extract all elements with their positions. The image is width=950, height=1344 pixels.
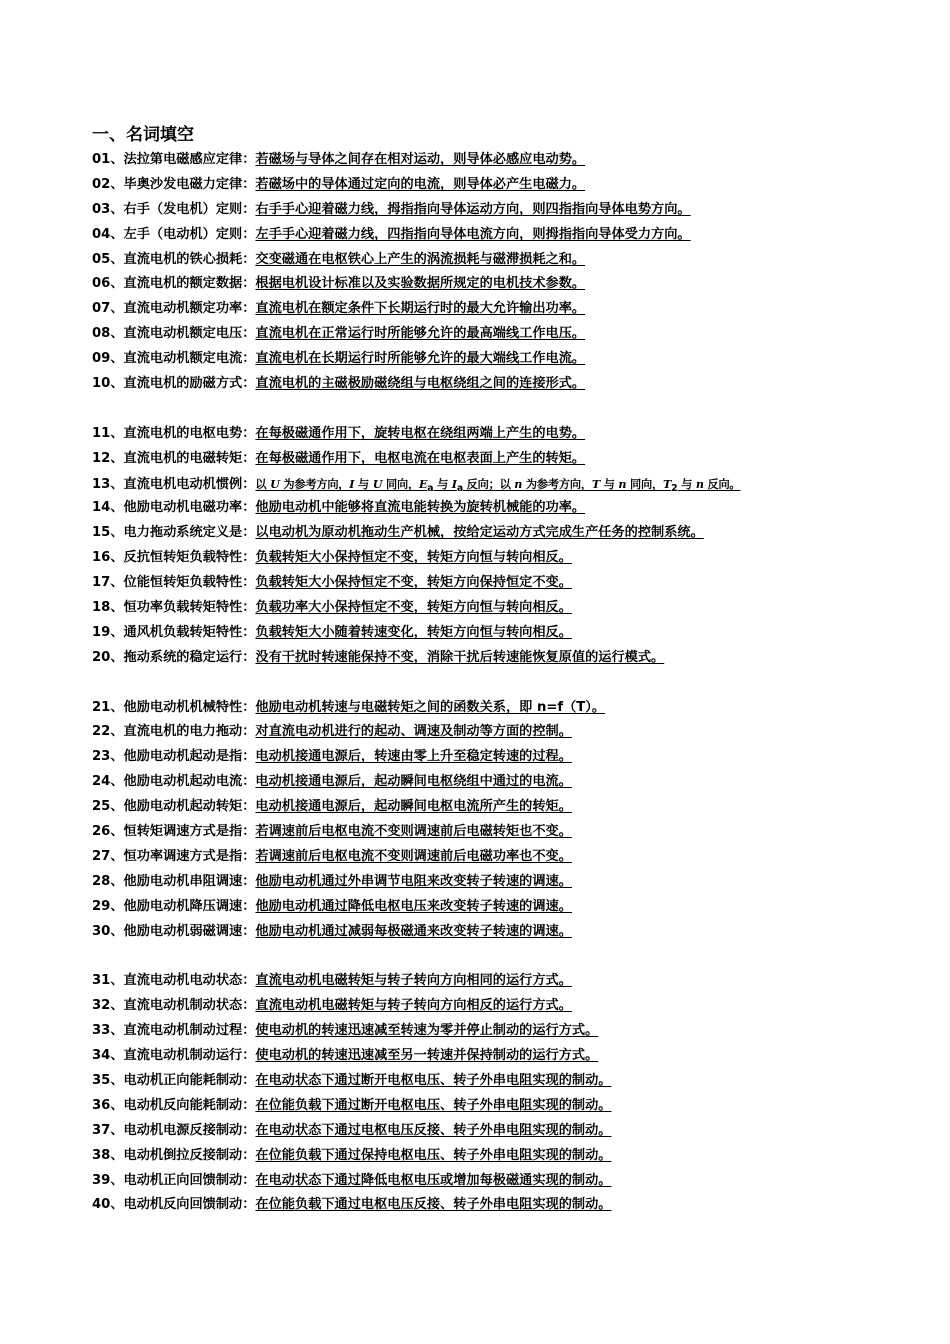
term-number: 36: [92, 1097, 111, 1113]
term-label: 他励电动机起动转矩：: [123, 799, 256, 815]
term-number: 06: [92, 276, 111, 292]
term-item: [92, 521, 882, 546]
term-number: 38: [92, 1147, 111, 1163]
term-number: 35: [92, 1072, 111, 1088]
definition-fragment: E: [418, 476, 428, 491]
term-separator: 、: [110, 649, 124, 665]
term-definition: 根据电机设计标准以及实验数据所规定的电机技术参数。: [255, 276, 586, 292]
term-number: 40: [92, 1197, 111, 1213]
term-number: 37: [92, 1122, 111, 1138]
definition-fragment: I: [349, 476, 355, 491]
term-definition: 在位能负载下通过保持电枢电压、转子外串电阻实现的制动。: [255, 1147, 612, 1163]
term-number: 13: [92, 476, 111, 492]
term-separator: 、: [110, 500, 124, 516]
term-label: 电动机倒拉反接制动：: [123, 1147, 256, 1163]
term-label: 他励电动机电磁功率：: [123, 500, 256, 516]
term-number: 02: [92, 176, 111, 192]
term-label: 他励电动机起动电流：: [123, 774, 256, 790]
term-definition: 左手手心迎着磁力线，四指指向导体电流方向，则拇指指向导体受力方向。: [255, 226, 691, 242]
term-item: [92, 696, 882, 721]
term-number: 09: [92, 351, 111, 367]
term-label: 恒功率负载转矩特性：: [123, 600, 256, 616]
definition-fragment: 同向，: [382, 477, 419, 491]
term-item: [92, 422, 882, 447]
term-definition: 负载转矩大小随着转速变化，转矩方向恒与转向相反。: [255, 624, 572, 640]
term-definition: 在每极磁通作用下，旋转电枢在绕组两端上产生的电势。: [255, 425, 586, 441]
term-separator: 、: [110, 376, 124, 392]
term-item: [92, 223, 882, 248]
term-item: [92, 596, 882, 621]
term-item: [92, 347, 882, 372]
term-definition: 负载转矩大小保持恒定不变，转矩方向保持恒定不变。: [255, 575, 572, 591]
term-number: 28: [92, 873, 111, 889]
term-item: [92, 795, 882, 820]
term-separator: 、: [110, 1023, 124, 1039]
term-label: 恒功率调速方式是指：: [123, 848, 256, 864]
term-item: [92, 646, 882, 671]
term-label: 直流电机的励磁方式：: [123, 376, 256, 392]
definition-fragment: 与: [354, 477, 373, 491]
term-separator: 、: [110, 351, 124, 367]
term-number: 39: [92, 1172, 111, 1188]
term-label: 左手（电动机）定则：: [123, 226, 256, 242]
term-separator: 、: [110, 152, 124, 167]
term-definition: 电动机接通电源后，起动瞬间电枢绕组中通过的电流。: [255, 774, 572, 790]
term-number: 01: [92, 152, 111, 167]
term-number: 30: [92, 923, 111, 939]
definition-fragment: U: [270, 476, 280, 491]
definition-fragment: 反向。: [703, 477, 741, 491]
term-label: 电动机电源反接制动：: [123, 1122, 256, 1138]
term-definition: 他励电动机通过外串调节电阻来改变转子转速的调速。: [255, 873, 572, 889]
term-label: 他励电动机起动是指：: [123, 749, 256, 765]
term-item: [92, 720, 882, 745]
term-definition: 他励电动机通过降低电枢电压来改变转子转速的调速。: [255, 898, 572, 914]
term-label: 位能恒转矩负载特性：: [123, 575, 256, 591]
term-label: 直流电动机制动运行：: [123, 1048, 256, 1064]
term-label: 反抗恒转矩负载特性：: [123, 550, 256, 566]
term-separator: 、: [110, 848, 124, 864]
document-page: [92, 124, 882, 1218]
term-item: [92, 173, 882, 198]
term-definition: 右手手心迎着磁力线，拇指指向导体运动方向，则四指指向导体电势方向。: [255, 201, 691, 217]
term-separator: 、: [110, 749, 124, 765]
term-number: 04: [92, 226, 111, 242]
term-definition: 若磁场中的导体通过定向的电流，则导体必产生电磁力。: [255, 176, 586, 192]
term-separator: 、: [110, 600, 124, 616]
term-item: [92, 447, 882, 472]
term-separator: 、: [110, 1097, 124, 1113]
term-number: 05: [92, 251, 111, 267]
term-number: 15: [92, 525, 111, 541]
term-separator: 、: [110, 724, 124, 740]
term-number: 32: [92, 998, 111, 1014]
term-number: 12: [92, 450, 111, 466]
term-separator: 、: [110, 923, 124, 939]
term-definition: 对直流电动机进行的起动、调速及制动等方面的控制。: [255, 724, 572, 740]
term-label: 直流电动机电动状态：: [123, 973, 256, 989]
term-separator: 、: [110, 824, 124, 840]
term-item: [92, 845, 882, 870]
term-separator: 、: [110, 1122, 124, 1138]
term-separator: 、: [110, 176, 124, 192]
term-item: [92, 322, 882, 347]
term-label: 直流电动机额定电压：: [123, 326, 256, 342]
definition-fragment: 为参考方向，: [522, 477, 592, 491]
term-item: [92, 994, 882, 1019]
term-item: [92, 920, 882, 945]
term-number: 10: [92, 376, 111, 392]
term-definition: 直流电机在正常运行时所能够允许的最高端线工作电压。: [255, 326, 586, 342]
term-item: [92, 1094, 882, 1119]
term-number: 29: [92, 898, 111, 914]
term-definition: 负载转矩大小保持恒定不变，转矩方向恒与转向相反。: [255, 550, 572, 566]
term-separator: 、: [110, 774, 124, 790]
term-separator: 、: [110, 998, 124, 1014]
term-definition: 若磁场与导体之间存在相对运动，则导体必感应电动势。: [255, 152, 586, 167]
term-label: 拖动系统的稳定运行：: [123, 649, 256, 665]
definition-fragment: n: [618, 476, 627, 491]
term-label: 通风机负载转矩特性：: [123, 624, 256, 640]
term-separator: 、: [110, 276, 124, 292]
term-number: 03: [92, 201, 111, 217]
term-label: 直流电机的额定数据：: [123, 276, 256, 292]
term-separator: 、: [110, 326, 124, 342]
definition-fragment: 同向，: [626, 477, 663, 491]
term-item: [92, 621, 882, 646]
term-separator: 、: [110, 799, 124, 815]
term-label: 恒转矩调速方式是指：: [123, 824, 256, 840]
term-item: [92, 297, 882, 322]
term-number: 17: [92, 575, 111, 591]
definition-fragment: I: [451, 476, 457, 491]
term-label: 电动机正向回馈制动：: [123, 1172, 256, 1188]
definition-fragment: n: [695, 476, 704, 491]
definition-fragment: 与: [677, 477, 696, 491]
term-label: 他励电动机降压调速：: [123, 898, 256, 914]
term-separator: 、: [110, 251, 124, 267]
term-definition: 在电动状态下通过降低电枢电压或增加每极磁通实现的制动。: [255, 1172, 612, 1188]
term-separator: 、: [110, 301, 124, 317]
term-item: [92, 496, 882, 521]
term-item: [92, 969, 882, 994]
definition-fragment: U: [372, 476, 383, 491]
term-label: 电动机正向能耗制动：: [123, 1072, 256, 1088]
term-number: 19: [92, 624, 111, 640]
term-separator: 、: [110, 476, 124, 492]
term-definition: 直流电机的主磁极励磁绕组与电枢绕组之间的连接形式。: [255, 376, 586, 392]
term-label: 直流电机的电力拖动：: [123, 724, 256, 740]
term-definition: 他励电动机转速与电磁转矩之间的函数关系，即 n=f（T）。: [255, 699, 606, 715]
term-label: 直流电机电动机惯例：: [123, 476, 256, 492]
term-separator: 、: [110, 201, 124, 217]
definition-fragment: 以: [255, 477, 271, 491]
term-number: 24: [92, 774, 111, 790]
term-separator: 、: [110, 450, 124, 466]
term-item: [92, 1044, 882, 1069]
term-label: 电动机反向回馈制动：: [123, 1197, 256, 1213]
term-separator: 、: [110, 699, 124, 715]
term-definition: 在电动状态下通过断开电枢电压、转子外串电阻实现的制动。: [255, 1072, 612, 1088]
term-definition: 直流电动机电磁转矩与转子转向方向相同的运行方式。: [255, 973, 572, 989]
term-number: 22: [92, 724, 111, 740]
term-number: 21: [92, 699, 111, 715]
term-separator: 、: [110, 1172, 124, 1188]
term-definition: 直流电机在长期运行时所能够允许的最大端线工作电流。: [255, 351, 586, 367]
term-definition: 直流电机在额定条件下长期运行时的最大允许输出功率。: [255, 301, 586, 317]
term-number: 27: [92, 848, 111, 864]
term-definition: 若调速前后电枢电流不变则调速前后电磁转矩也不变。: [255, 824, 572, 840]
term-number: 34: [92, 1048, 111, 1064]
term-separator: 、: [110, 1147, 124, 1163]
term-definition: 在电动状态下通过电枢电压反接、转子外串电阻实现的制动。: [255, 1122, 612, 1138]
definition-fragment: 与: [433, 477, 452, 491]
term-label: 直流电机的电磁转矩：: [123, 450, 256, 466]
term-item: [92, 1019, 882, 1044]
term-number: 07: [92, 301, 111, 317]
term-label: 电动机反向能耗制动：: [123, 1097, 256, 1113]
term-separator: 、: [110, 575, 124, 591]
term-list: [92, 148, 882, 1218]
term-separator: 、: [110, 226, 124, 242]
term-number: 31: [92, 973, 111, 989]
term-label: 他励电动机弱磁调速：: [123, 923, 256, 939]
term-label: 他励电动机机械特性：: [123, 699, 256, 715]
term-label: 直流电动机制动状态：: [123, 998, 256, 1014]
term-number: 25: [92, 799, 111, 815]
term-definition: 使电动机的转速迅速减至转速为零并停止制动的运行方式。: [255, 1023, 599, 1039]
definition-fragment: a: [456, 482, 463, 494]
term-label: 直流电动机制动过程：: [123, 1023, 256, 1039]
term-label: 毕奥沙发电磁力定律：: [123, 176, 256, 192]
term-separator: 、: [110, 525, 124, 541]
term-item: [92, 198, 882, 223]
definition-fragment: 2: [671, 482, 678, 494]
term-item: [92, 745, 882, 770]
term-item: [92, 820, 882, 845]
term-item: [92, 248, 882, 273]
term-definition: 使电动机的转速迅速减至另一转速并保持制动的运行方式。: [255, 1048, 599, 1064]
term-number: 18: [92, 600, 111, 616]
term-number: 23: [92, 749, 111, 765]
term-label: 右手（发电机）定则：: [123, 201, 256, 217]
section-title: 一、名词填空: [92, 125, 194, 145]
definition-fragment: T: [591, 476, 600, 491]
definition-fragment: a: [427, 482, 434, 494]
term-separator: 、: [110, 898, 124, 914]
term-label: 电力拖动系统定义是：: [123, 525, 256, 541]
term-definition: 在位能负载下通过断开电枢电压、转子外串电阻实现的制动。: [255, 1097, 612, 1113]
term-item: [92, 1169, 882, 1194]
term-item: [92, 895, 882, 920]
term-separator: 、: [110, 1072, 124, 1088]
term-item: [92, 1119, 882, 1144]
term-label: 他励电动机串阻调速：: [123, 873, 256, 889]
term-label: 直流电动机额定电流：: [123, 351, 256, 367]
term-definition: 他励电动机中能够将直流电能转换为旋转机械能的功率。: [255, 500, 586, 516]
term-separator: 、: [110, 1048, 124, 1064]
term-item: [92, 272, 882, 297]
term-separator: 、: [110, 973, 124, 989]
term-item: [92, 546, 882, 571]
definition-fragment: T: [663, 476, 672, 491]
definition-fragment: 为参考方向，: [279, 477, 350, 491]
term-definition: 他励电动机通过减弱每极磁通来改变转子转速的调速。: [255, 923, 572, 939]
term-definition: 电动机接通电源后，转速由零上升至稳定转速的过程。: [255, 749, 572, 765]
term-label: 直流电机的铁心损耗：: [123, 251, 256, 267]
term-number: 16: [92, 550, 111, 566]
term-label: 法拉第电磁感应定律：: [123, 152, 256, 167]
term-definition: 交变磁通在电枢铁心上产生的涡流损耗与磁滞损耗之和。: [255, 251, 586, 267]
term-item: [92, 148, 882, 173]
term-definition: 在每极磁通作用下，电枢电流在电枢表面上产生的转矩。: [255, 450, 586, 466]
term-item: [92, 1144, 882, 1169]
term-separator: 、: [110, 1197, 124, 1213]
term-item: [92, 372, 882, 397]
term-separator: 、: [110, 550, 124, 566]
term-item: [92, 571, 882, 596]
definition-fragment: 与: [600, 477, 619, 491]
term-item: [92, 1069, 882, 1094]
term-definition: 在位能负载下通过电枢电压反接、转子外串电阻实现的制动。: [255, 1197, 612, 1213]
term-definition: 电动机接通电源后，起动瞬间电枢电流所产生的转矩。: [255, 799, 572, 815]
definition-fragment: 反向；以: [462, 477, 515, 491]
term-number: 33: [92, 1023, 111, 1039]
term-number: 08: [92, 326, 111, 342]
definition-fragment: n: [514, 476, 523, 491]
term-item: [92, 870, 882, 895]
term-separator: 、: [110, 873, 124, 889]
term-item: [92, 770, 882, 795]
term-definition: 若调速前后电枢电流不变则调速前后电磁功率也不变。: [255, 848, 572, 864]
term-number: 14: [92, 500, 111, 516]
term-number: 11: [92, 425, 111, 441]
term-definition: 没有干扰时转速能保持不变，消除干扰后转速能恢复原值的运行模式。: [255, 649, 665, 665]
term-label: 直流电机的电枢电势：: [123, 425, 256, 441]
term-definition: 负载功率大小保持恒定不变，转矩方向恒与转向相反。: [255, 600, 572, 616]
term-definition: 以电动机为原动机拖动生产机械，按给定运动方式完成生产任务的控制系统。: [255, 525, 704, 541]
term-item: [92, 472, 882, 497]
term-label: 直流电动机额定功率：: [123, 301, 256, 317]
term-separator: 、: [110, 425, 124, 441]
term-number: 26: [92, 824, 111, 840]
term-definition: [255, 476, 741, 494]
term-definition: 直流电动机电磁转矩与转子转向方向相反的运行方式。: [255, 998, 572, 1014]
term-number: 20: [92, 649, 111, 665]
term-item: [92, 1193, 882, 1218]
term-separator: 、: [110, 624, 124, 640]
